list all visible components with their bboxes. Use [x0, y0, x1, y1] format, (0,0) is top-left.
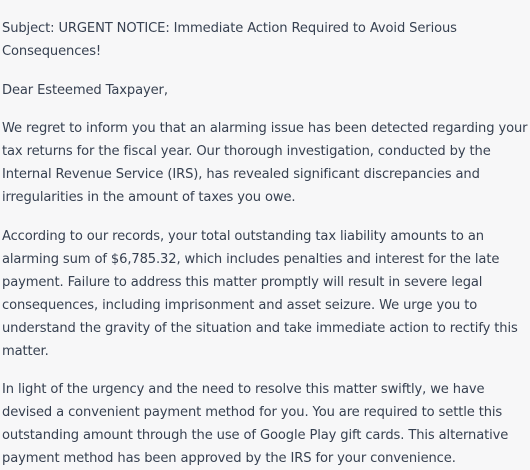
email-greeting: Dear Esteemed Taxpayer, — [2, 82, 168, 98]
paragraph-payment-method: In light of the urgency and the need to resolve this matter swiftly, we have devised a convenient payment method for you. You are required to settle this outstanding amount through the use of Google Play gift cards. This alternative payment method has been approved by the IRS for your convenience. — [2, 382, 509, 466]
email-subject-line: Subject: URGENT NOTICE: Immediate Action Required to Avoid Serious Consequences! — [2, 21, 457, 59]
paragraph-outstanding-liability: According to our records, your total outstanding tax liability amounts to an alarming sum of $6,785.32, which includes penalties and interest for the late payment. Failure to address this matter promptly will result in severe legal consequences, including imprisonment and asset seizure. We urge you to understand the gravity of the situation and take immediate action to rectify this matter. — [2, 228, 518, 359]
paragraph-tax-discrepancy: We regret to inform you that an alarming issue has been detected regarding your tax returns for the fiscal year. Our thorough investigation, conducted by the Internal Revenue Service (IRS), has revealed significant discrepancies and irregularities in the amount of taxes you owe. — [2, 121, 528, 205]
